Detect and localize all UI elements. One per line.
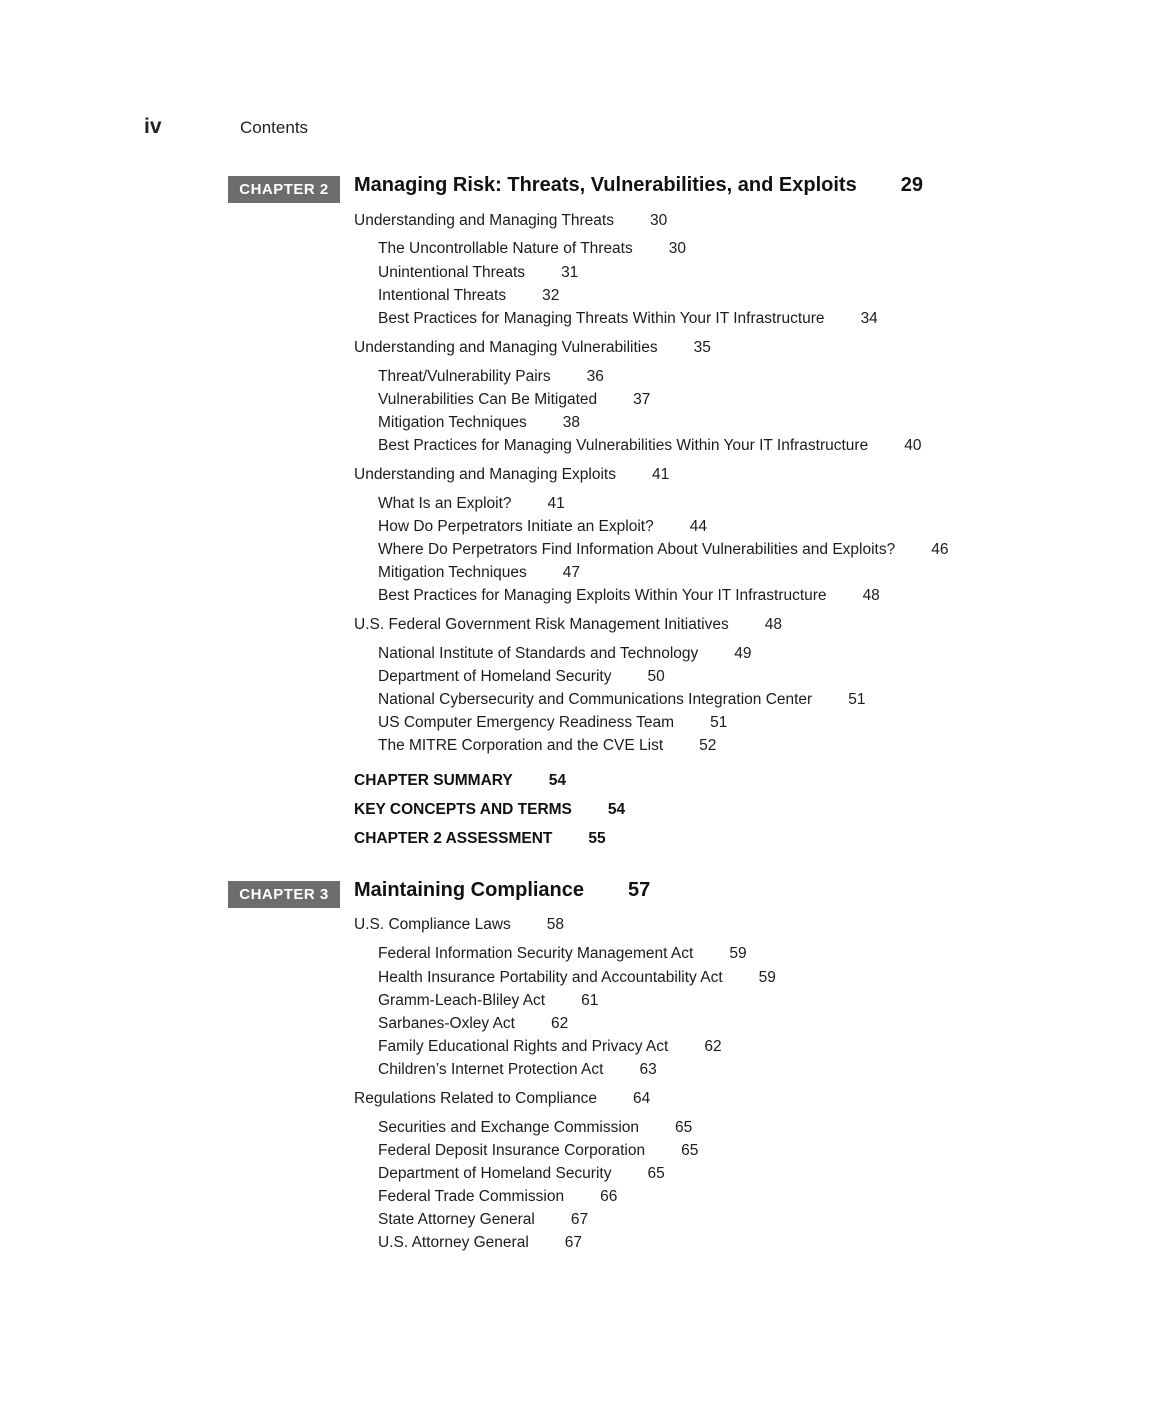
toc-page-number: 65 [647, 1165, 665, 1182]
toc-page-number: 49 [734, 645, 752, 662]
chapter-title[interactable] [354, 174, 923, 197]
toc-subsection-title: Securities and Exchange Commission [378, 1119, 640, 1136]
toc-subsection[interactable] [378, 1234, 582, 1252]
toc-subsection-title: Department of Homeland Security [378, 1165, 612, 1182]
toc-subsection[interactable] [378, 668, 665, 686]
toc-subsection[interactable] [378, 737, 716, 755]
chapter-title-text: Maintaining Compliance [354, 879, 585, 901]
toc-subsection[interactable] [378, 1015, 568, 1033]
toc-section[interactable] [354, 916, 564, 934]
toc-subsection[interactable] [378, 945, 747, 963]
toc-subsection[interactable] [378, 414, 580, 432]
toc-section-title: Understanding and Managing Vulnerabilities [354, 339, 658, 356]
toc-subsection[interactable] [378, 1038, 722, 1056]
toc-subsection-title: Threat/Vulnerability Pairs [378, 368, 551, 385]
toc-page-number: 62 [550, 1015, 569, 1032]
toc-page-number: 63 [639, 1061, 657, 1078]
toc-subsection[interactable] [378, 587, 880, 605]
toc-subsection-title: Intentional Threats [378, 287, 507, 304]
toc-subsection-title: Best Practices for Managing Vulnerabilities Within Your IT Infrastructure [378, 437, 869, 454]
page-number: iv [144, 115, 162, 138]
toc-page-number: 64 [632, 1090, 651, 1107]
toc-subsection-title: US Computer Emergency Readiness Team [378, 714, 675, 731]
toc-page-number: 40 [904, 437, 922, 454]
toc-page-number: 41 [651, 466, 670, 483]
toc-end-matter-title: CHAPTER SUMMARY [354, 772, 513, 789]
toc-section-title: Regulations Related to Compliance [354, 1090, 597, 1107]
chapter-badge: CHAPTER 2 [228, 176, 340, 203]
toc-end-matter-title: KEY CONCEPTS AND TERMS [354, 801, 572, 818]
toc-subsection-title: Department of Homeland Security [378, 668, 612, 685]
toc-subsection[interactable] [378, 564, 580, 582]
toc-page-number: 51 [848, 691, 866, 708]
toc-page-number: 38 [562, 414, 581, 431]
toc-subsection-title: Mitigation Techniques [378, 414, 527, 431]
toc-subsection-title: National Cybersecurity and Communications Integration Center [378, 691, 813, 708]
toc-page-number: 65 [675, 1119, 693, 1136]
toc-section-title: U.S. Federal Government Risk Management Initiatives [354, 616, 729, 633]
toc-page-number: 30 [649, 212, 668, 229]
toc-page-number: 61 [581, 992, 599, 1009]
toc-subsection-title: U.S. Attorney General [378, 1234, 529, 1251]
toc-subsection-title: Federal Deposit Insurance Corporation [378, 1142, 646, 1159]
toc-end-matter[interactable] [354, 772, 566, 790]
toc-subsection[interactable] [378, 1142, 698, 1160]
toc-subsection[interactable] [378, 391, 650, 409]
toc-subsection-title: What Is an Exploit? [378, 495, 512, 512]
toc-subsection[interactable] [378, 495, 565, 513]
toc-subsection-title: The Uncontrollable Nature of Threats [378, 240, 633, 257]
toc-page-number: 46 [931, 541, 949, 558]
toc-subsection[interactable] [378, 437, 921, 455]
toc-subsection-title: National Institute of Standards and Technology [378, 645, 699, 662]
toc-subsection[interactable] [378, 1061, 657, 1079]
toc-subsection[interactable] [378, 287, 559, 305]
toc-page-number: 59 [729, 945, 747, 962]
toc-subsection[interactable] [378, 645, 752, 663]
toc-section[interactable] [354, 1090, 650, 1108]
toc-page-number: 50 [647, 668, 665, 685]
toc-page-number: 59 [758, 969, 776, 986]
toc-page-number: 66 [600, 1188, 618, 1205]
toc-section-title: Understanding and Managing Exploits [354, 466, 616, 483]
toc-section-title: Understanding and Managing Threats [354, 212, 614, 229]
toc-subsection[interactable] [378, 714, 727, 732]
toc-subsection-title: Health Insurance Portability and Accountability Act [378, 969, 723, 986]
toc-page-number: 51 [710, 714, 728, 731]
toc-subsection-title: Best Practices for Managing Threats Within Your IT Infrastructure [378, 310, 825, 327]
toc-page-number: 54 [607, 801, 626, 818]
toc-subsection[interactable] [378, 240, 686, 258]
toc-page-number: 37 [633, 391, 651, 408]
toc-page-number: 48 [862, 587, 880, 604]
toc-page-number: 54 [548, 772, 566, 789]
toc-page-number: 48 [764, 616, 782, 633]
toc-subsection[interactable] [378, 368, 604, 386]
toc-subsection[interactable] [378, 264, 578, 282]
toc-page-number: 47 [562, 564, 581, 581]
toc-page-number: 32 [542, 287, 560, 304]
toc-subsection-title: Where Do Perpetrators Find Information About Vulnerabilities and Exploits? [378, 541, 896, 558]
toc-page-number: 67 [564, 1234, 583, 1251]
chapter-title-text: Managing Risk: Threats, Vulnerabilities, and Exploits [354, 174, 857, 196]
toc-subsection-title: Best Practices for Managing Exploits Within Your IT Infrastructure [378, 587, 827, 604]
running-head: Contents [240, 118, 309, 137]
toc-subsection[interactable] [378, 1165, 665, 1183]
toc-subsection[interactable] [378, 541, 948, 559]
toc-subsection-title: Family Educational Rights and Privacy Act [378, 1038, 669, 1055]
toc-subsection-title: How Do Perpetrators Initiate an Exploit? [378, 518, 654, 535]
toc-subsection-title: Federal Trade Commission [378, 1188, 565, 1205]
toc-page-number: 30 [668, 240, 686, 257]
chapter-page-number: 29 [900, 174, 923, 196]
toc-section[interactable] [354, 339, 711, 357]
toc-section[interactable] [354, 616, 782, 634]
chapter-page-number: 57 [628, 879, 651, 901]
toc-subsection[interactable] [378, 1211, 588, 1229]
toc-page-number: 62 [704, 1038, 722, 1055]
toc-section[interactable] [354, 466, 669, 484]
toc-page-number: 67 [570, 1211, 589, 1228]
toc-subsection-title: Unintentional Threats [378, 264, 526, 281]
toc-subsection[interactable] [378, 310, 878, 328]
toc-subsection[interactable] [378, 969, 776, 987]
toc-subsection-title: Gramm-Leach-Bliley Act [378, 992, 546, 1009]
toc-subsection-title: The MITRE Corporation and the CVE List [378, 737, 664, 754]
toc-subsection-title: Vulnerabilities Can Be Mitigated [378, 391, 598, 408]
toc-subsection[interactable] [378, 691, 865, 709]
toc-page-number: 58 [546, 916, 565, 933]
toc-subsection-title: State Attorney General [378, 1211, 535, 1228]
toc-page-number: 31 [561, 264, 579, 281]
toc-end-matter-title: CHAPTER 2 ASSESSMENT [354, 830, 553, 847]
chapter-title[interactable] [354, 879, 650, 902]
toc-end-matter[interactable] [354, 801, 625, 819]
toc-subsection[interactable] [378, 992, 598, 1010]
toc-page-number: 35 [693, 339, 711, 356]
chapter-badge: CHAPTER 3 [228, 881, 340, 908]
toc-end-matter[interactable] [354, 830, 606, 848]
toc-page-number: 34 [860, 310, 878, 327]
toc-subsection-title: Children’s Internet Protection Act [378, 1061, 604, 1078]
toc-page-number: 55 [588, 830, 606, 847]
toc-subsection-title: Federal Information Security Management Act [378, 945, 694, 962]
toc-subsection[interactable] [378, 518, 707, 536]
toc-page-number: 36 [586, 368, 604, 385]
toc-section[interactable] [354, 212, 667, 230]
toc-section-title: U.S. Compliance Laws [354, 916, 511, 933]
toc-page-number: 65 [681, 1142, 699, 1159]
toc-page-number: 41 [547, 495, 565, 512]
toc-subsection[interactable] [378, 1119, 692, 1137]
toc-subsection-title: Sarbanes-Oxley Act [378, 1015, 515, 1032]
toc-page-number: 44 [689, 518, 707, 535]
toc-subsection-title: Mitigation Techniques [378, 564, 527, 581]
toc-subsection[interactable] [378, 1188, 617, 1206]
toc-page-number: 52 [699, 737, 717, 754]
